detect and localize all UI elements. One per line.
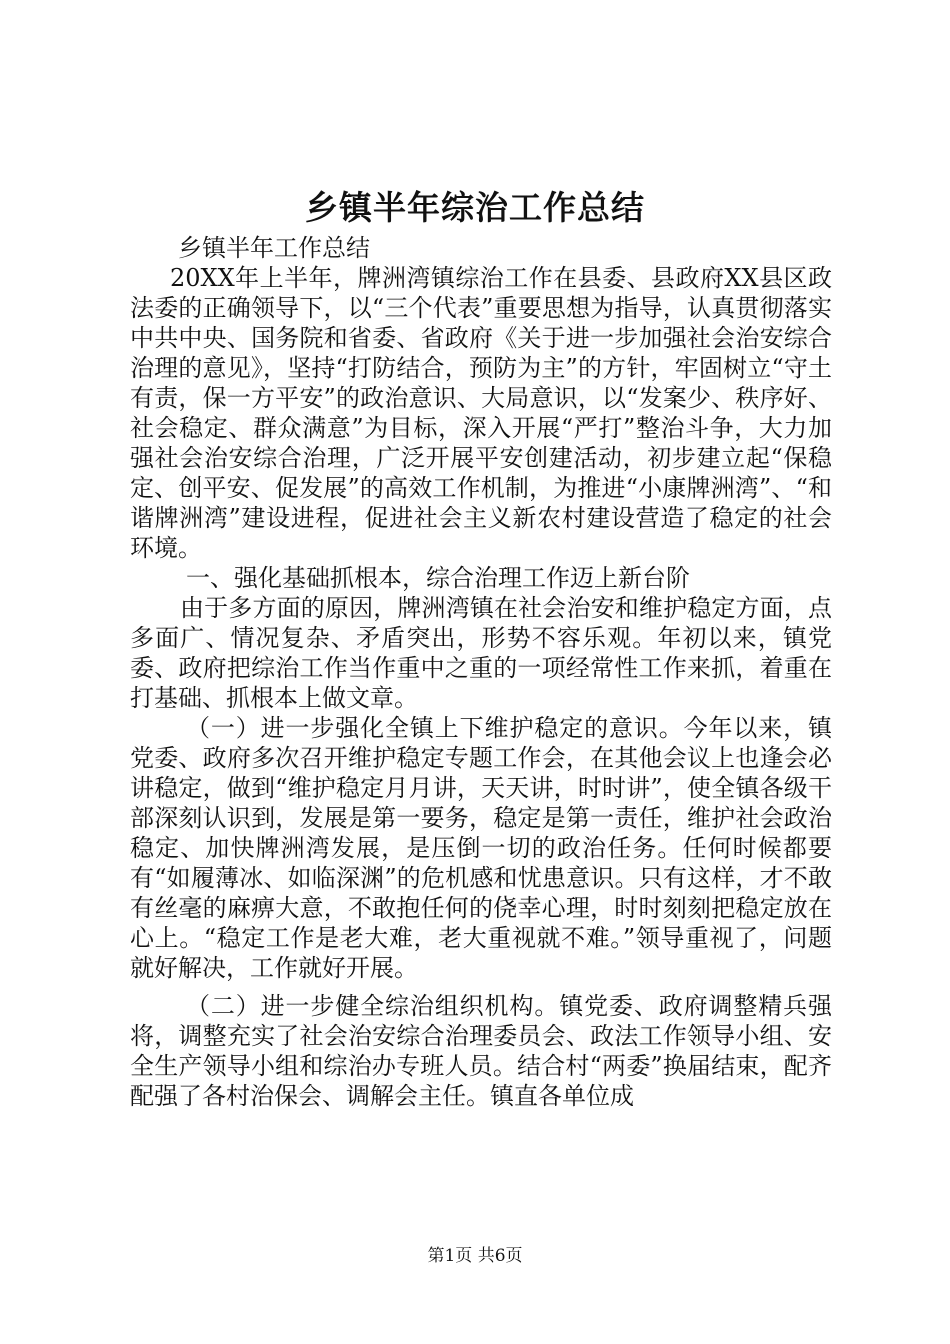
paragraph-section-1: 由于多方面的原因，牌洲湾镇在社会治安和维护稳定方面，点多面广、情况复杂、矛盾突出，形势不容乐观。年初以来，镇党委、政府把综治工作当作重中之重的一项经常性工作来抓，着重在打基础、抓根本上做文章。 [130,594,832,712]
document-title: 乡镇半年综治工作总结 [305,188,645,227]
paragraph-intro: 20XX年上半年，牌洲湾镇综治工作在县委、县政府XX县区政法委的正确领导下，以“三个代表”重要思想为指导，认真贯彻落实中共中央、国务院和省委、省政府《关于进一步加强社会治安综合治理的意见》，坚持“打防结合，预防为主”的方针，牢固树立“守土有责，保一方平安”的政治意识、大局意识，以“发案少、秩序好、社会稳定、群众满意”为目标，深入开展“严打”整治斗争，大力加强社会治安综合治理，广泛开展平安创建活动，初步建立起“保稳定、创平安、促发展”的高效工作机制，为推进“小康牌洲湾”、“和谐牌洲湾”建设进程，促进社会主义新农村建设营造了稳定的社会环境。 [130,264,832,562]
section-heading-1: 一、强化基础抓根本，综合治理工作迈上新台阶 [186,564,690,592]
paragraph-subsection-2: （二）进一步健全综治组织机构。镇党委、政府调整精兵强将，调整充实了社会治安综合治理委员会、政法工作领导小组、安全生产领导小组和综治办专班人员。结合村“两委”换届结束，配齐配强了各村治保会、调解会主任。镇直各单位成 [130,992,832,1110]
paragraph-subsection-1: （一）进一步强化全镇上下维护稳定的意识。今年以来，镇党委、政府多次召开维护稳定专题工作会，在其他会议上也逢会必讲稳定，做到“维护稳定月月讲，天天讲，时时讲”，使全镇各级干部深刻认识到，发展是第一要务，稳定是第一责任，维护社会政治稳定、加快牌洲湾发展，是压倒一切的政治任务。任何时候都要有“如履薄冰、如临深渊”的危机感和忧患意识。只有这样，才不敢有丝毫的麻痹大意，不敢抱任何的侥幸心理，时时刻刻把稳定放在心上。“稳定工作是老大难，老大重视就不难。”领导重视了，问题就好解决，工作就好开展。 [130,714,832,982]
document-body [130,233,832,1111]
document-subtitle: 乡镇半年工作总结 [178,234,370,262]
page-footer: 第1页 共6页 [427,1246,523,1266]
